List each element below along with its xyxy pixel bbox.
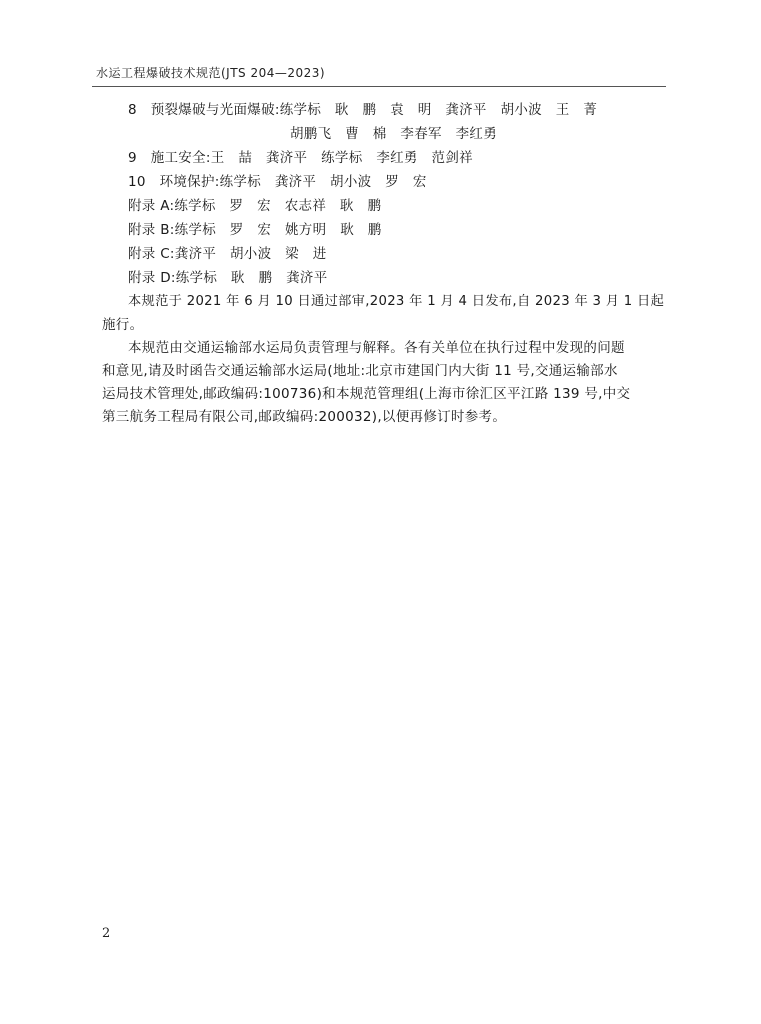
author-line: 9 施工安全:王 喆 龚济平 练学标 李红勇 范剑祥 [128, 150, 473, 166]
paragraph-line: 本规范由交通运输部水运局负责管理与解释。各有关单位在执行过程中发现的问题 [128, 340, 625, 356]
author-line: 附录 B:练学标 罗 宏 姚方明 耿 鹏 [128, 222, 382, 238]
author-line: 附录 A:练学标 罗 宏 农志祥 耿 鹏 [128, 198, 382, 214]
author-line: 附录 C:龚济平 胡小波 梁 进 [128, 246, 327, 262]
running-header: 水运工程爆破技术规范(JTS 204—2023) [96, 66, 326, 80]
author-line: 附录 D:练学标 耿 鹏 龚济平 [128, 270, 328, 286]
page-number: 2 [102, 926, 111, 941]
paragraph-line: 和意见,请及时函告交通运输部水运局(地址:北京市建国门内大街 11 号,交通运输部水 [102, 363, 618, 379]
paragraph-line: 运局技术管理处,邮政编码:100736)和本规范管理组(上海市徐汇区平江路 139 号,中交 [102, 386, 631, 402]
author-line: 10 环境保护:练学标 龚济平 胡小波 罗 宏 [128, 174, 427, 190]
header-rule [92, 86, 666, 87]
paragraph-line: 第三航务工程局有限公司,邮政编码:200032),以便再修订时参考。 [102, 409, 507, 425]
author-line: 8 预裂爆破与光面爆破:练学标 耿 鹏 袁 明 龚济平 胡小波 王 菁 [128, 102, 598, 118]
author-line: 胡鹏飞 曹 棉 李春军 李红勇 [290, 126, 497, 142]
paragraph-line: 施行。 [102, 317, 144, 333]
paragraph-line: 本规范于 2021 年 6 月 10 日通过部审,2023 年 1 月 4 日发布,自 2023 年 3 月 1 日起 [128, 294, 665, 309]
